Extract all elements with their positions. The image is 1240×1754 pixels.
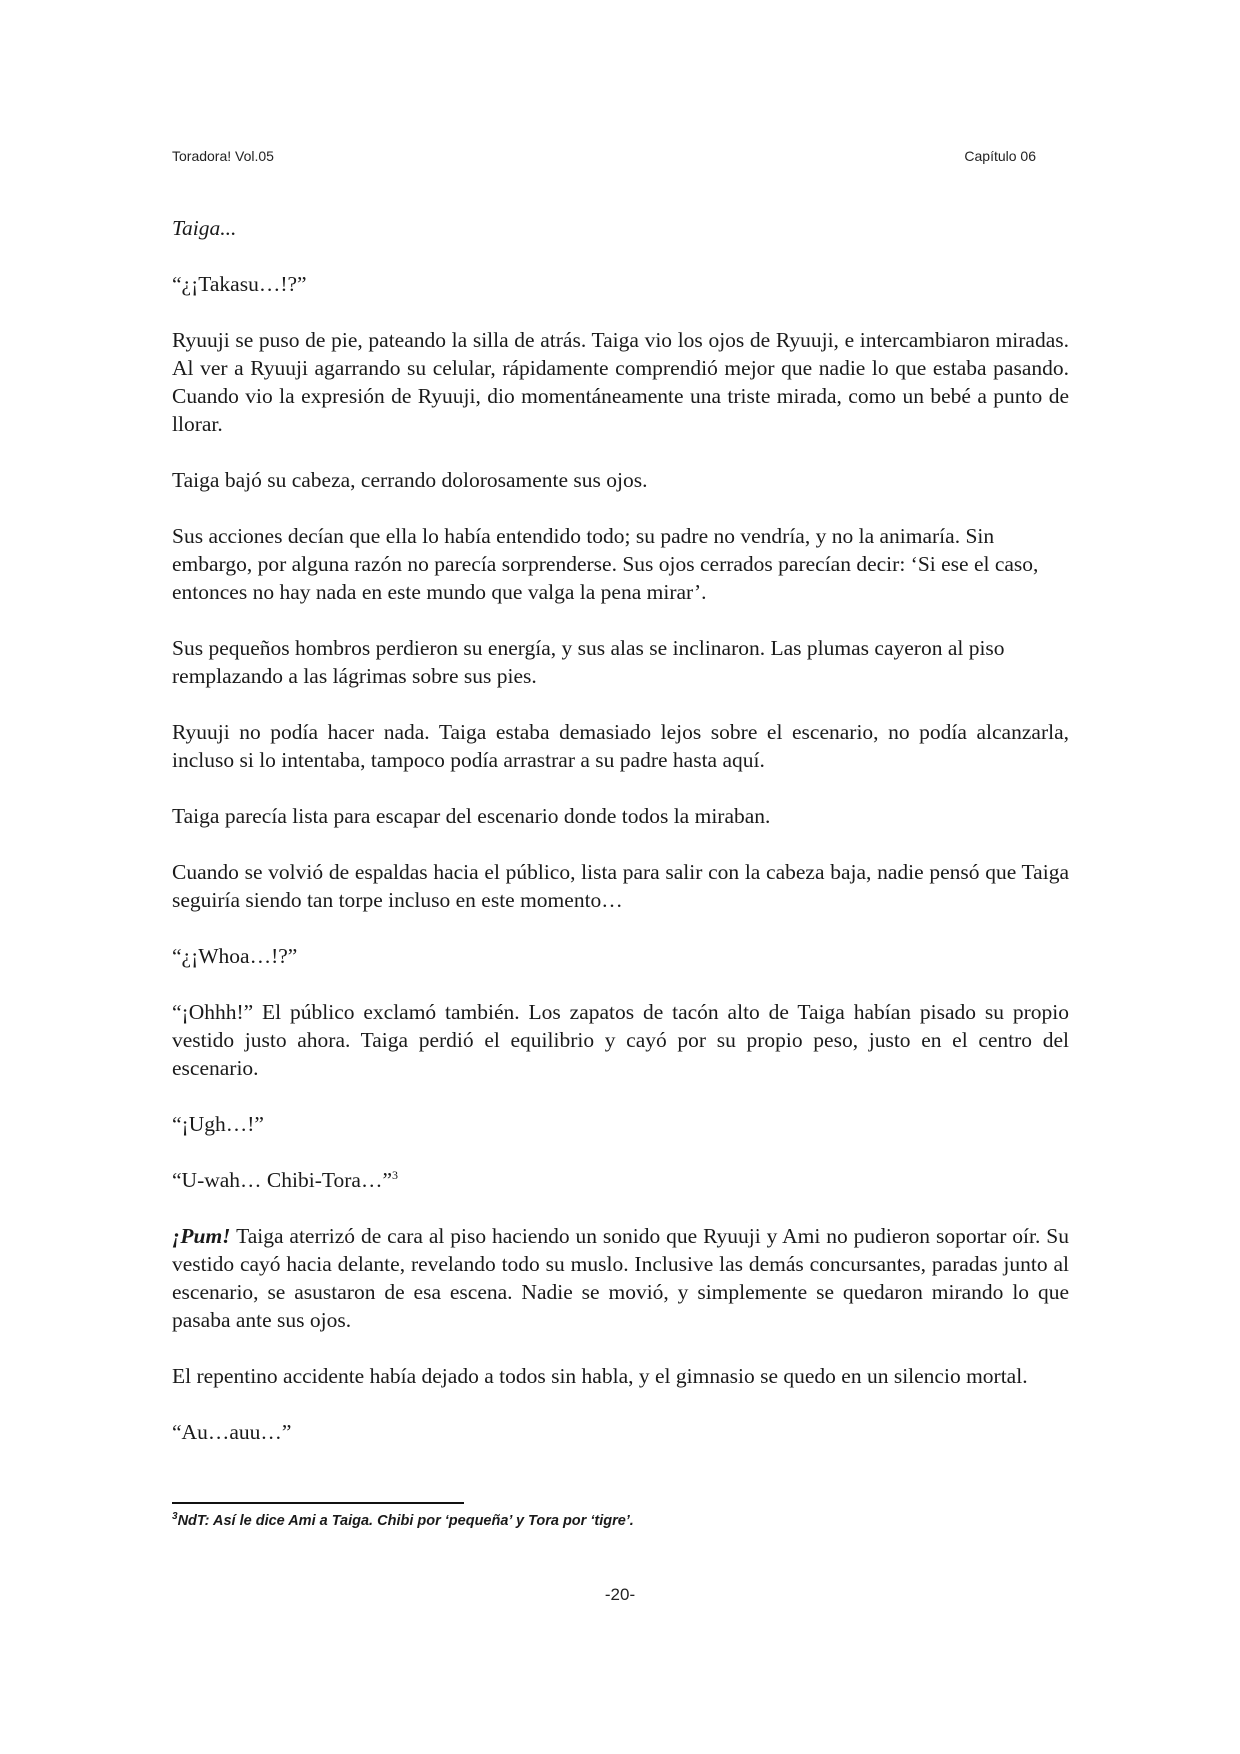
footnote-number: 3 [172,1511,178,1523]
paragraph-12: “¡Ugh…!” [172,1112,264,1136]
header-book-title: Toradora! Vol.05 [172,148,274,164]
paragraph-10: “¿¡Whoa…!?” [172,944,298,968]
paragraph-6: Sus pequeños hombros perdieron su energía, y sus alas se inclinaron. Las plumas cayeron al piso remplazando a las lágrimas sobre sus pies. [172,636,1005,688]
paragraph-8: Taiga parecía lista para escapar del escenario donde todos la miraban. [172,804,771,828]
paragraph-13 [172,1166,1069,1194]
paragraph-3: Ryuuji se puso de pie, pateando la silla de atrás. Taiga vio los ojos de Ryuuji, e intercambiaron miradas. Al ver a Ryuuji agarrando su celular, rápidamente comprendió mejor que nadie lo que estaba pasando. Cuando vio la expresión de Ryuuji, dio momentáneamente una triste mirada, como un bebé a punto de llorar. [172,328,1069,436]
paragraph-4: Taiga bajó su cabeza, cerrando dolorosamente sus ojos. [172,468,648,492]
header-chapter: Capítulo 06 [964,148,1036,164]
paragraph-9: Cuando se volvió de espaldas hacia el público, lista para salir con la cabeza baja, nadie pensó que Taiga seguiría siendo tan torpe incluso en este momento… [172,860,1069,912]
sound-effect: ¡Pum! [172,1224,231,1248]
footnote-reference: 3 [392,1167,398,1182]
paragraph-7: Ryuuji no podía hacer nada. Taiga estaba demasiado lejos sobre el escenario, no podía alcanzarla, incluso si lo intentaba, tampoco podía arrastrar a su padre hasta aquí. [172,720,1069,772]
footnote [172,1513,1069,1529]
paragraph-5: Sus acciones decían que ella lo había entendido todo; su padre no vendría, y no la animaría. Sin embargo, por alguna razón no parecía sorprenderse. Sus ojos cerrados parecían decir: ‘Si ese el caso, entonces no hay nada en este mundo que valga la pena mirar’. [172,524,1039,604]
paragraph-11: “¡Ohhh!” El público exclamó también. Los zapatos de tacón alto de Taiga habían pisado su propio vestido justo ahora. Taiga perdió el equilibrio y cayó por su propio peso, justo en el centro del escenario. [172,1000,1069,1080]
paragraph-13-text: “U-wah… Chibi-Tora…” [172,1168,392,1192]
paragraph-2: “¿¡Takasu…!?” [172,272,307,296]
footnote-text: NdT: Así le dice Ami a Taiga. Chibi por ‘pequeña’ y Tora por ‘tigre’. [177,1513,634,1529]
paragraph-14-text: Taiga aterrizó de cara al piso haciendo un sonido que Ryuuji y Ami no pudieron soportar oír. Su vestido cayó hacia delante, revelando todo su muslo. Inclusive las demás concursantes, paradas junto al escenario, se asustaron de esa escena. Nadie se movió, y simplemente se quedaron mirando lo que pasaba ante sus ojos. [172,1224,1069,1332]
footnote-divider [172,1502,464,1504]
paragraph-16: “Au…auu…” [172,1420,292,1444]
page-number: -20- [604,1585,636,1604]
paragraph-15: El repentino accidente había dejado a todos sin habla, y el gimnasio se quedo en un silencio mortal. [172,1364,1028,1388]
chapter-body [172,214,1069,1474]
paragraph-14 [172,1222,1069,1334]
paragraph-1: Taiga... [172,216,237,240]
